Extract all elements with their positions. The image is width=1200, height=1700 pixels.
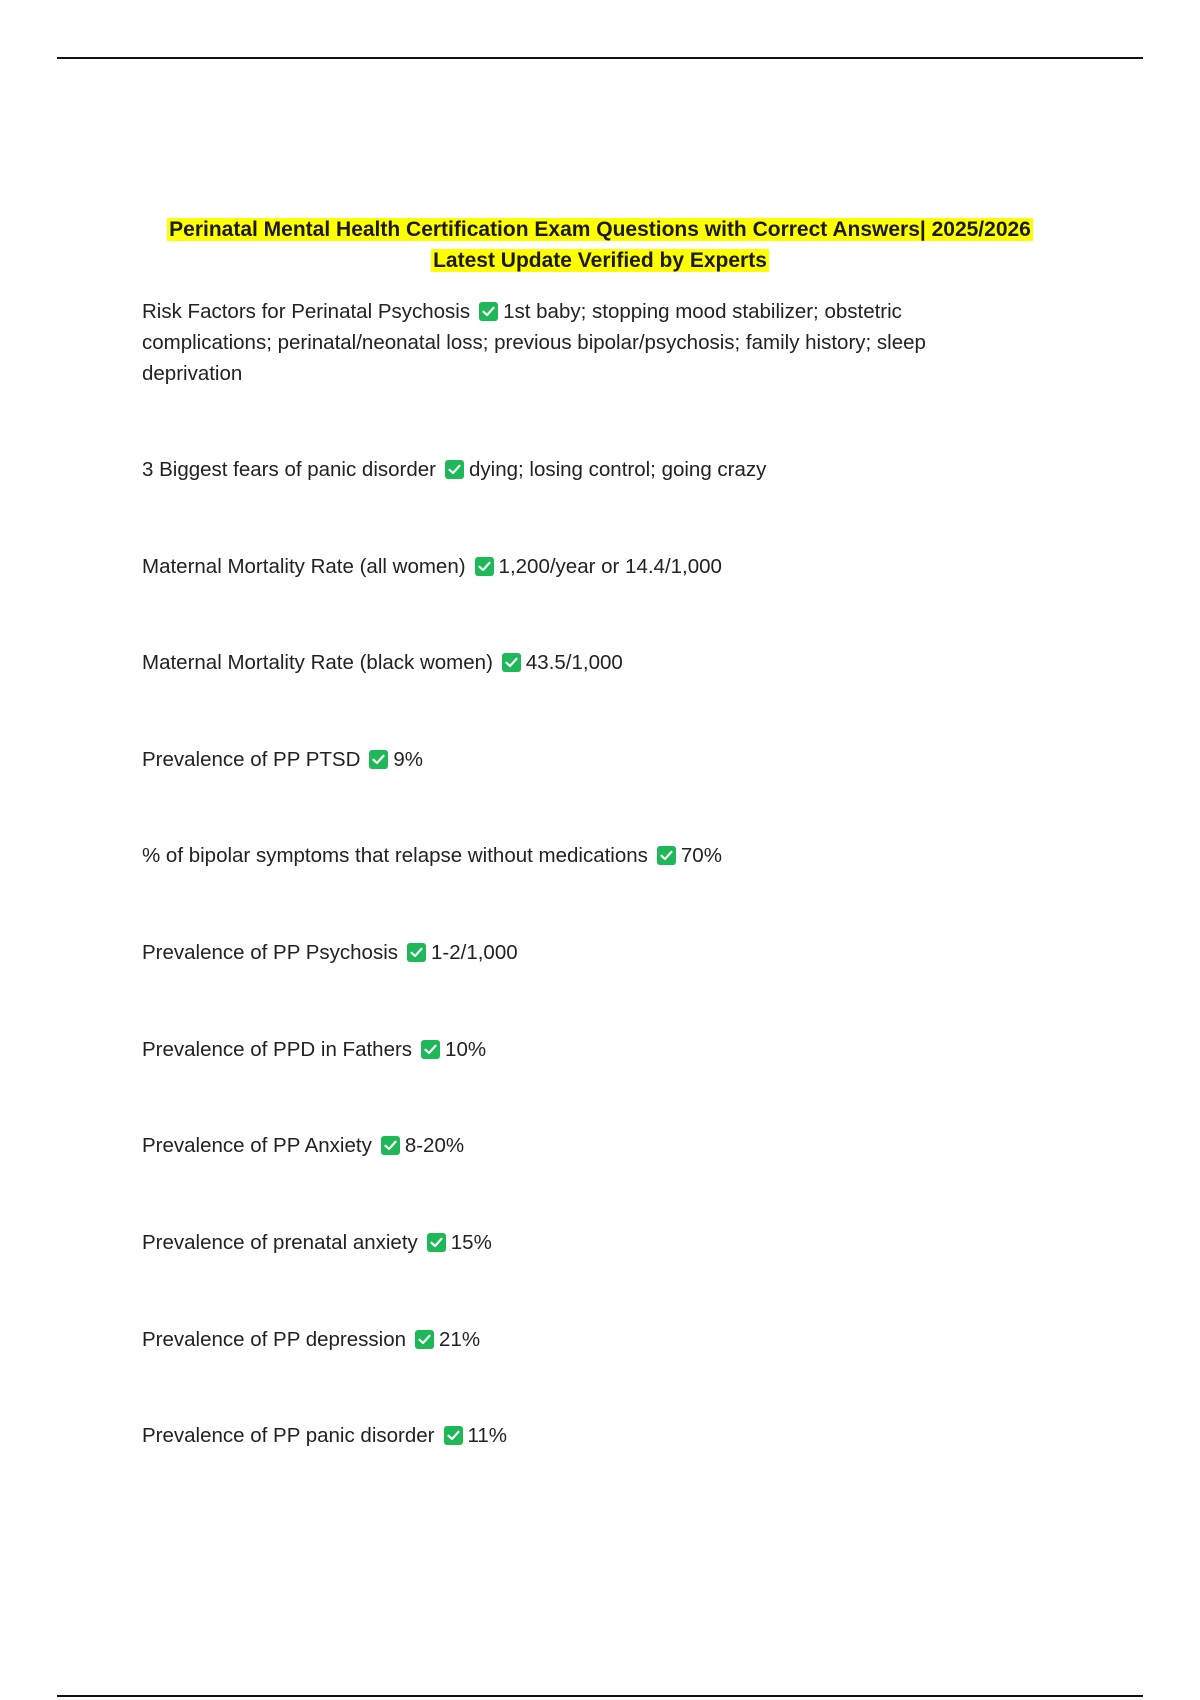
qa-item xyxy=(142,937,1022,968)
qa-item xyxy=(142,1420,1022,1451)
qa-item xyxy=(142,1130,1022,1161)
checkmark-icon xyxy=(475,557,494,576)
qa-item xyxy=(142,1227,1022,1258)
checkmark-icon xyxy=(657,846,676,865)
answer-text: 1st baby; stopping mood stabilizer; obstetric complications; perinatal/neonatal loss; previous bipolar/psychosis; family history; sleep deprivation xyxy=(142,300,926,385)
header-rule xyxy=(57,57,1143,59)
qa-item xyxy=(142,1034,1022,1065)
document-title xyxy=(140,214,1060,276)
qa-item xyxy=(142,296,1022,389)
answer-text: dying; losing control; going crazy xyxy=(469,458,767,481)
question-text: Prevalence of PP depression xyxy=(142,1328,407,1351)
question-text: Prevalence of PP Psychosis xyxy=(142,941,398,964)
answer-text: 8-20% xyxy=(404,1134,465,1157)
qa-item xyxy=(142,744,1022,775)
answer-text: 11% xyxy=(467,1424,508,1447)
qa-item xyxy=(142,1324,1022,1355)
qa-item xyxy=(142,551,1022,582)
title-line-1: Perinatal Mental Health Certification Exam Questions with Correct Answers| 2025/2026 xyxy=(169,218,1031,241)
checkmark-icon xyxy=(427,1233,446,1252)
checkmark-icon xyxy=(381,1136,400,1155)
question-text: Prevalence of PP PTSD xyxy=(142,748,361,771)
checkmark-icon xyxy=(421,1040,440,1059)
answer-text: 9% xyxy=(393,748,424,771)
question-text: Prevalence of prenatal anxiety xyxy=(142,1231,418,1254)
title-line-2: Latest Update Verified by Experts xyxy=(433,249,767,272)
checkmark-icon xyxy=(502,653,521,672)
checkmark-icon xyxy=(415,1330,434,1349)
question-text: 3 Biggest fears of panic disorder xyxy=(142,458,436,481)
question-text: Prevalence of PP Anxiety xyxy=(142,1134,372,1157)
question-text: Prevalence of PP panic disorder xyxy=(142,1424,435,1447)
checkmark-icon xyxy=(369,750,388,769)
question-text: Prevalence of PPD in Fathers xyxy=(142,1038,413,1061)
answer-text: 10% xyxy=(445,1038,487,1061)
checkmark-icon xyxy=(479,302,498,321)
checkmark-icon xyxy=(407,943,426,962)
checkmark-icon xyxy=(445,460,464,479)
question-text: Maternal Mortality Rate (black women) xyxy=(142,651,493,674)
answer-text: 43.5/1,000 xyxy=(525,651,623,674)
question-text: Maternal Mortality Rate (all women) xyxy=(142,555,466,578)
answer-text: 1,200/year or 14.4/1,000 xyxy=(498,555,722,578)
question-text: % of bipolar symptoms that relapse without medications xyxy=(142,844,648,867)
answer-text: 1-2/1,000 xyxy=(431,941,518,964)
answer-text: 70% xyxy=(680,844,722,867)
qa-item xyxy=(142,840,1022,871)
qa-item xyxy=(142,454,1022,485)
footer-rule xyxy=(57,1695,1143,1697)
question-text: Risk Factors for Perinatal Psychosis xyxy=(142,300,471,323)
answer-text: 21% xyxy=(439,1328,481,1351)
qa-item xyxy=(142,647,1022,678)
checkmark-icon xyxy=(444,1426,463,1445)
answer-text: 15% xyxy=(450,1231,492,1254)
